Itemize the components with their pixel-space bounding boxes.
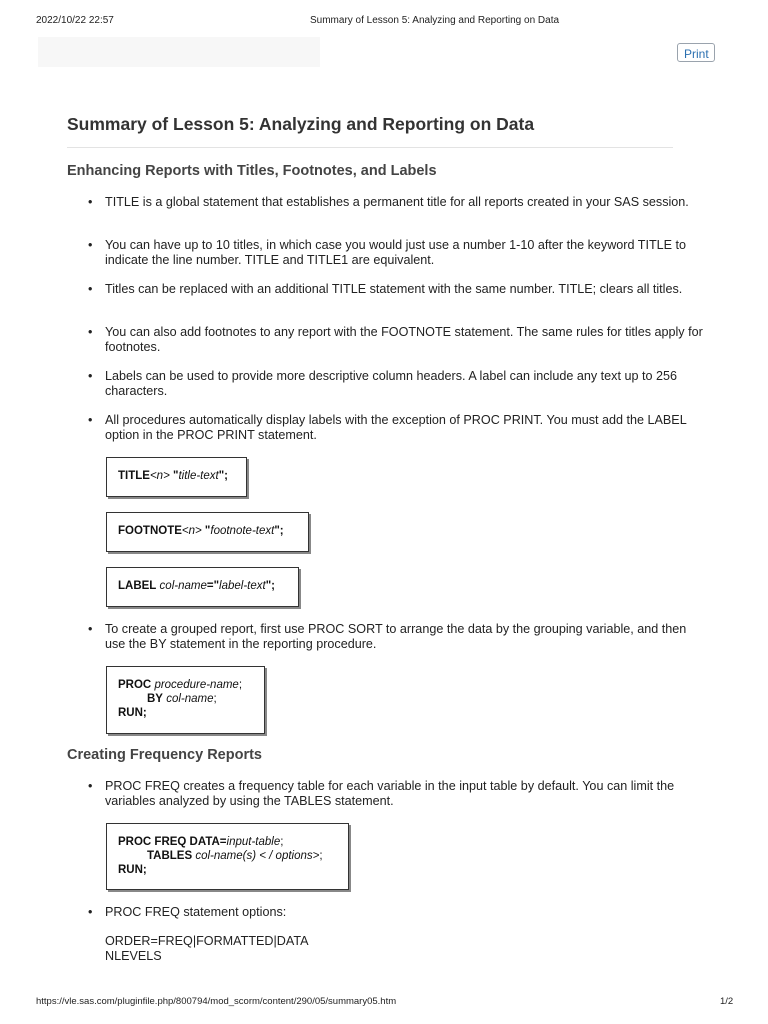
top-banner: [38, 37, 320, 67]
section-heading-titles-footnotes-labels: Enhancing Reports with Titles, Footnotes, and Labels: [67, 163, 437, 179]
list-item: • You can have up to 10 titles, in which case you would just use a number 1-10 after the keyword TITLE to indicate the line number. TITLE and TITLE1 are equivalent.: [88, 238, 687, 267]
bullet-icon: •: [88, 195, 93, 209]
list-item: • You can also add footnotes to any report with the FOOTNOTE statement. The same rules for titles apply for footnotes.: [88, 325, 703, 354]
option-nlevels: NLEVELS: [105, 949, 162, 963]
bullet-icon: •: [88, 325, 93, 339]
list-item: • Labels can be used to provide more descriptive column headers. A label can include any text up to 256 characters.: [88, 369, 677, 398]
option-order: ORDER=FREQ|FORMATTED|DATA: [105, 934, 309, 948]
footer-url: https://vle.sas.com/pluginfile.php/800794/mod_scorm/content/290/05/summary05.htm: [36, 996, 397, 1007]
bullet-icon: •: [88, 413, 93, 427]
list-item: • PROC FREQ statement options:: [88, 905, 287, 919]
code-box-proc-by: PROC procedure-name; BY col-name; RUN;: [106, 666, 265, 734]
bullet-icon: •: [88, 369, 93, 383]
list-item: • Titles can be replaced with an additional TITLE statement with the same number. TITLE; clears all titles.: [88, 282, 683, 296]
code-box-title: TITLE<n> "title-text";: [106, 457, 247, 497]
bullet-icon: •: [88, 238, 93, 252]
code-box-proc-freq: PROC FREQ DATA=input-table; TABLES col-name(s) < / options>; RUN;: [106, 823, 349, 890]
bullet-icon: •: [88, 779, 93, 793]
page-number: 1/2: [720, 996, 734, 1007]
section-heading-frequency-reports: Creating Frequency Reports: [67, 747, 262, 763]
list-item: • PROC FREQ creates a frequency table for each variable in the input table by default. You can limit the variables analyzed by using the TABLES statement.: [88, 779, 675, 808]
title-divider: [67, 147, 673, 148]
page-title: Summary of Lesson 5: Analyzing and Reporting on Data: [67, 114, 535, 134]
code-box-footnote: FOOTNOTE<n> "footnote-text";: [106, 512, 309, 552]
list-item: • All procedures automatically display labels with the exception of PROC PRINT. You must add the LABEL option in the PROC PRINT statement.: [88, 413, 687, 442]
bullet-icon: •: [88, 622, 93, 636]
list-item: • To create a grouped report, first use PROC SORT to arrange the data by the grouping variable, and then use the BY statement in the reporting procedure.: [88, 622, 687, 651]
print-button[interactable]: Print: [677, 43, 715, 62]
code-box-label: LABEL col-name="label-text";: [106, 567, 299, 607]
list-item: • TITLE is a global statement that establishes a permanent title for all reports created in your SAS session.: [88, 195, 689, 209]
bullet-icon: •: [88, 282, 93, 296]
document-header-title: Summary of Lesson 5: Analyzing and Reporting on Data: [310, 15, 560, 26]
print-timestamp: 2022/10/22 22:57: [36, 15, 114, 26]
bullet-icon: •: [88, 905, 93, 919]
